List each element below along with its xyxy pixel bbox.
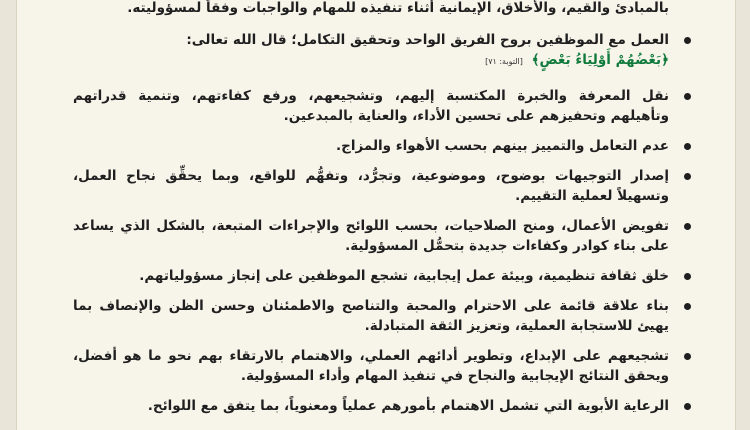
list-item	[73, 396, 693, 416]
list-item	[73, 86, 693, 126]
bullet-icon	[684, 37, 691, 44]
bullet-icon	[684, 173, 691, 180]
list-item-text: الرعاية الأبوية التي تشمل الاهتمام بأمورهم عملياً ومعنوياً، بما يتفق مع اللوائح.	[147, 398, 669, 414]
list-item	[73, 346, 693, 386]
quran-verse: ﴿بَعْضُهُمْ أَوْلِيَاءُ بَعْضٍ﴾	[531, 52, 669, 68]
list-item	[73, 30, 693, 72]
bullet-icon	[684, 303, 691, 310]
bullet-icon	[684, 223, 691, 230]
list-item	[73, 216, 693, 256]
bullet-icon	[684, 93, 691, 100]
document-content	[73, 0, 693, 416]
list-item-text: نقل المعرفة والخبرة المكتسبة إليهم، وتشجيعهم، ورفع كفاءتهم، وتنمية قدراتهم وتأهيلهم وتحفيزهم على تحسين الأداء، والعناية بالمبدعين.	[73, 88, 669, 124]
list-item-text: تفويض الأعمال، ومنح الصلاحيات، بحسب اللوائح والإجراءات المتبعة، بالشكل الذي يساعد على بناء كوادر وكفاءات جديدة بتحمُّل المسؤولية.	[73, 218, 669, 254]
bullet-icon	[684, 273, 691, 280]
bullet-icon	[684, 353, 691, 360]
verse-reference: [التوبة: ٧١]	[485, 57, 523, 66]
list-item-text: إصدار التوجيهات بوضوح، وموضوعية، وتجرُّد، وتفهُّم للواقع، وبما يحقِّق نجاح العمل، وتسهيلاً لعملية التقييم.	[73, 168, 669, 204]
list-item-text: بناء علاقة قائمة على الاحترام والمحبة والتناصح والاطمئنان وحسن الظن والإنصاف بما يهيئ للاستجابة العملية، وتعزيز الثقة المتبادلة.	[73, 298, 669, 334]
page-panel	[16, 0, 736, 430]
list-item-text: عدم التعامل والتمييز بينهم بحسب الأهواء والمزاج.	[336, 138, 669, 154]
list-item	[73, 136, 693, 156]
list-item-text: تشجيعهم على الإبداع، وتطوير أدائهم العملي، والاهتمام بالارتقاء بهم نحو ما هو أفضل، ويحقق النتائج الإيجابية والنجاح في تنفيذ المهام وأداء المسؤولية.	[73, 348, 669, 384]
list-item-text: العمل مع الموظفين بروح الفريق الواحد وتحقيق التكامل؛ قال الله تعالى:	[186, 32, 669, 48]
list-item-text: خلق ثقافة تنظيمية، وبيئة عمل إيجابية، تشجع الموظفين على إنجاز مسؤولياتهم.	[139, 268, 669, 284]
list-item	[73, 166, 693, 206]
bullet-icon	[684, 143, 691, 150]
list-item	[73, 296, 693, 336]
paragraph-tail-text: بالمبادئ والقيم، والأخلاق، الإيمانية أثناء تنفيذه للمهام والواجبات وفقاً لمسؤوليته.	[127, 0, 669, 16]
bullet-icon	[684, 403, 691, 410]
list-item	[73, 266, 693, 286]
paragraph-tail	[73, 0, 693, 18]
